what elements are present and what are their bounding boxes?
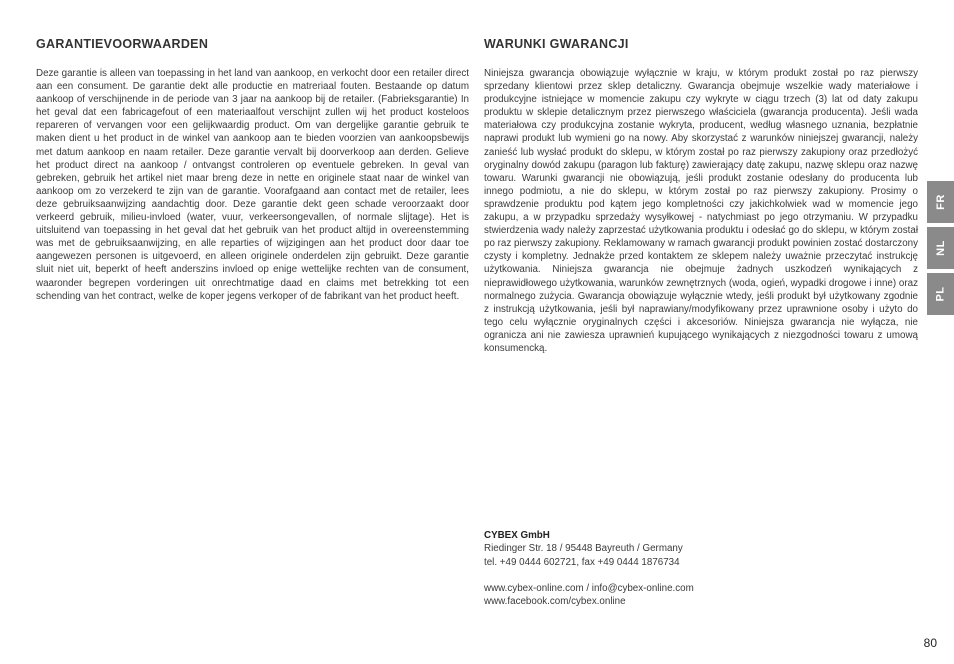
language-tab-label: FR <box>934 194 947 210</box>
heading-nl: GARANTIEVOORWAARDEN <box>36 37 209 51</box>
language-tab-nl[interactable] <box>927 227 954 269</box>
company-website-link[interactable]: www.cybex-online.com / info@cybex-online.com <box>484 582 694 594</box>
company-phone: tel. +49 0444 602721, fax +49 0444 1876734 <box>484 556 680 568</box>
language-tab-pl[interactable] <box>927 273 954 315</box>
page-number: 80 <box>923 636 937 650</box>
contact-block <box>484 529 694 608</box>
language-tab-label: PL <box>934 286 947 302</box>
company-name: CYBEX GmbH <box>484 530 550 541</box>
warranty-text-nl: Deze garantie is alleen van toepassing in het land van aankoop, en verkocht door een retailer direct aan een consument. De garantie dekt alle productie en matreriaal fouten. Bestaande op datum aankoop of verschijnende in de periode van 3 jaar na aankoop bij de retailer. (Fabrieksgarantie) In het geval dat een fabricagefout of een materiaalfout verschijnt zullen wij het product kosteloos repareren of vervangen voor een gelijkwaardig product. Om van dergelijke garantie gebruik te maken dient u het product in de winkel van aankoop aan te bieden voorzien van aankoopsbewijs met datum aankoop en naam retailer. Deze garantie vervalt bij doorverkoop aan derden. Gelieve het product direct na aankoop / ontvangst controleren op eventuele gebreken. In geval van gebreken, gebruik het artikel niet maar breng deze in nette en originele staat naar de winkel van aankoop om zo verzekerd te zijn van de garantie. Voorafgaand aan contact met de retailer, lees deze gebruiksaanwijzing aandachtig door. Deze garantie dekt geen schade veroorzaakt door verkeerd gebruik, milieu-invloed (water, vuur, verkeersongevallen, of normale slijtage). Het is uitsluitend van toepassing in het geval dat het gebruik van het product altijd in overeenstemming was met de gebruiksaanwijzing, en alle reparties of wijzigingen aan het product door daar toe aangewezen personen is uitgevoerd, en alleen originele onderdelen zijn gebruikt. Deze garantie sluit niet uit, beperkt of heeft anderszins invloed op enige wettelijke rechten van de consument, waaronder begrepen vorderingen uit onrechtmatige daad en claims met betrekking tot een schending van het contract, welke de koper jegens verkoper of de fabrikant van het product heeft. <box>36 68 469 302</box>
language-tab-label: NL <box>934 240 947 256</box>
language-tab-fr[interactable] <box>927 181 954 223</box>
language-tabs <box>927 181 954 319</box>
heading-pl: WARUNKI GWARANCJI <box>484 37 629 51</box>
company-facebook-link[interactable]: www.facebook.com/cybex.online <box>484 596 626 608</box>
warranty-text-pl: Niniejsza gwarancja obowiązuje wyłącznie w kraju, w którym produkt został po raz pierwszy sprzedany klientowi przez sklep detaliczny. Gwarancja obejmuje wszelkie wady materiałowe i produkcyjne istniejące w momencie zakupu czy wykryte w ciągu trzech (3) lat od daty zakupu produktu w sklepie detalicznym przez pierwszego właściciela (gwarancja producenta). Jeśli wada materiałowa czy produkcyjna zostanie wykryta, producent, według własnego uznania, bezpłatnie naprawi produkt lub wymieni go na nowy. Aby skorzystać z warunków niniejszej gwarancji, należy zanieść lub wysłać produkt do sklepu, w którym został po raz pierwszy zakupiony oraz przedłożyć oryginalny dowód zakupu (paragon lub fakturę) zawierający datę zakupu, nazwę sklepu oraz nazwę towaru. Warunki gwarancji nie obowiązują, jeśli produkt zostanie odesłany do producenta lub innego podmiotu, a nie do sklepu, w którym został po raz pierwszy zakupiony. Prosimy o sprawdzenie produktu pod kątem jego kompletności czy jakichkolwiek wad w momencie jego zakupu, a w przypadku sprzedaży wysyłkowej - natychmiast po jego otrzymaniu. W przypadku stwierdzenia wady należy zaprzestać użytkowania produktu i odesłać go do sklepu, w którym został po raz pierwszy zakupiony. Reklamowany w ramach gwarancji produkt powinien zostać dostarczony czysty i kompletny. Jednakże przed kontaktem ze sklepem należy uważnie przeczytać instrukcję użytkowania. Niniejsza gwarancja nie obejmuje żadnych uszkodzeń wynikających z nieprawidłowego użytkowania, warunków zewnętrznych (woda, ogień, wypadki drogowe i inne) oraz normalnego zużycia. Gwarancja obowiązuje wyłącznie wtedy, jeśli produkt był użytkowany zgodnie z instrukcją użytkowania, jeśli był naprawiany/modyfikowany przez uprawnione osoby i użyto do tego celu wyłącznie oryginalnych części i akcesoriów. Niniejsza gwarancja nie wyłącza, nie ogranicza ani nie zawiesza uprawnień kupującego wynikających z niezgodności towaru z umową konsumencką. <box>484 68 918 354</box>
company-address: Riedinger Str. 18 / 95448 Bayreuth / Germany <box>484 543 683 555</box>
